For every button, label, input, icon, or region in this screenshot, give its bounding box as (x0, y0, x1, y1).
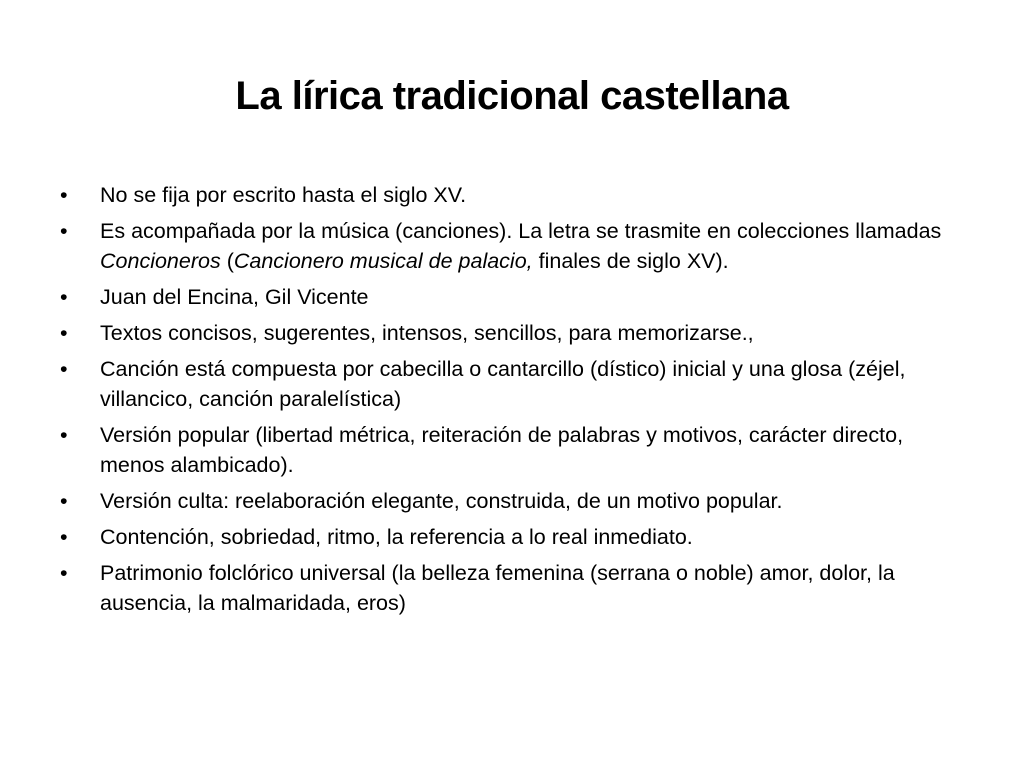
bullet-text: Versión culta: reelaboración elegante, construida, de un motivo popular. (100, 489, 783, 513)
bullet-item (60, 216, 960, 276)
bullet-item (60, 420, 960, 480)
bullet-item (60, 180, 960, 210)
bullet-text: Juan del Encina, Gil Vicente (100, 285, 369, 309)
bullet-dot-icon: • (60, 321, 68, 345)
bullet-text: Textos concisos, sugerentes, intensos, sencillos, para memorizarse., (100, 321, 754, 345)
bullet-item (60, 486, 960, 516)
bullet-item (60, 354, 960, 414)
bullet-item (60, 558, 960, 618)
bullet-dot-icon: • (60, 219, 68, 243)
slide-title: La lírica tradicional castellana (235, 74, 789, 118)
bullet-text-italic: Cancionero musical de palacio, (233, 249, 533, 273)
bullet-dot-icon: • (60, 285, 68, 309)
bullet-dot-icon: • (60, 561, 68, 585)
bullet-dot-icon: • (60, 423, 68, 447)
bullet-dot-icon: • (60, 489, 68, 513)
bullet-text: Versión popular (libertad métrica, reiteración de palabras y motivos, carácter directo, menos alambicado). (100, 423, 904, 477)
bullet-text: No se fija por escrito hasta el siglo XV. (100, 183, 467, 207)
bullet-item (60, 522, 960, 552)
bullet-text: Es acompañada por la música (canciones). La letra se trasmite en colecciones llamadas (100, 219, 942, 243)
bullet-dot-icon: • (60, 357, 68, 381)
bullet-list (60, 180, 960, 624)
bullet-text: Contención, sobriedad, ritmo, la referencia a lo real inmediato. (100, 525, 693, 549)
bullet-text: Canción está compuesta por cabecilla o cantarcillo (dístico) inicial y una glosa (zéjel, villancico, canción paralelística) (100, 357, 906, 411)
bullet-item (60, 282, 960, 312)
bullet-text-italic: Concioneros (100, 249, 221, 273)
bullet-dot-icon: • (60, 183, 68, 207)
bullet-text: ( (220, 249, 234, 273)
bullet-text: finales de siglo XV). (532, 249, 729, 273)
bullet-dot-icon: • (60, 525, 68, 549)
bullet-text: Patrimonio folclórico universal (la belleza femenina (serrana o noble) amor, dolor, la ausencia, la malmaridada, eros) (100, 561, 895, 615)
bullet-item (60, 318, 960, 348)
